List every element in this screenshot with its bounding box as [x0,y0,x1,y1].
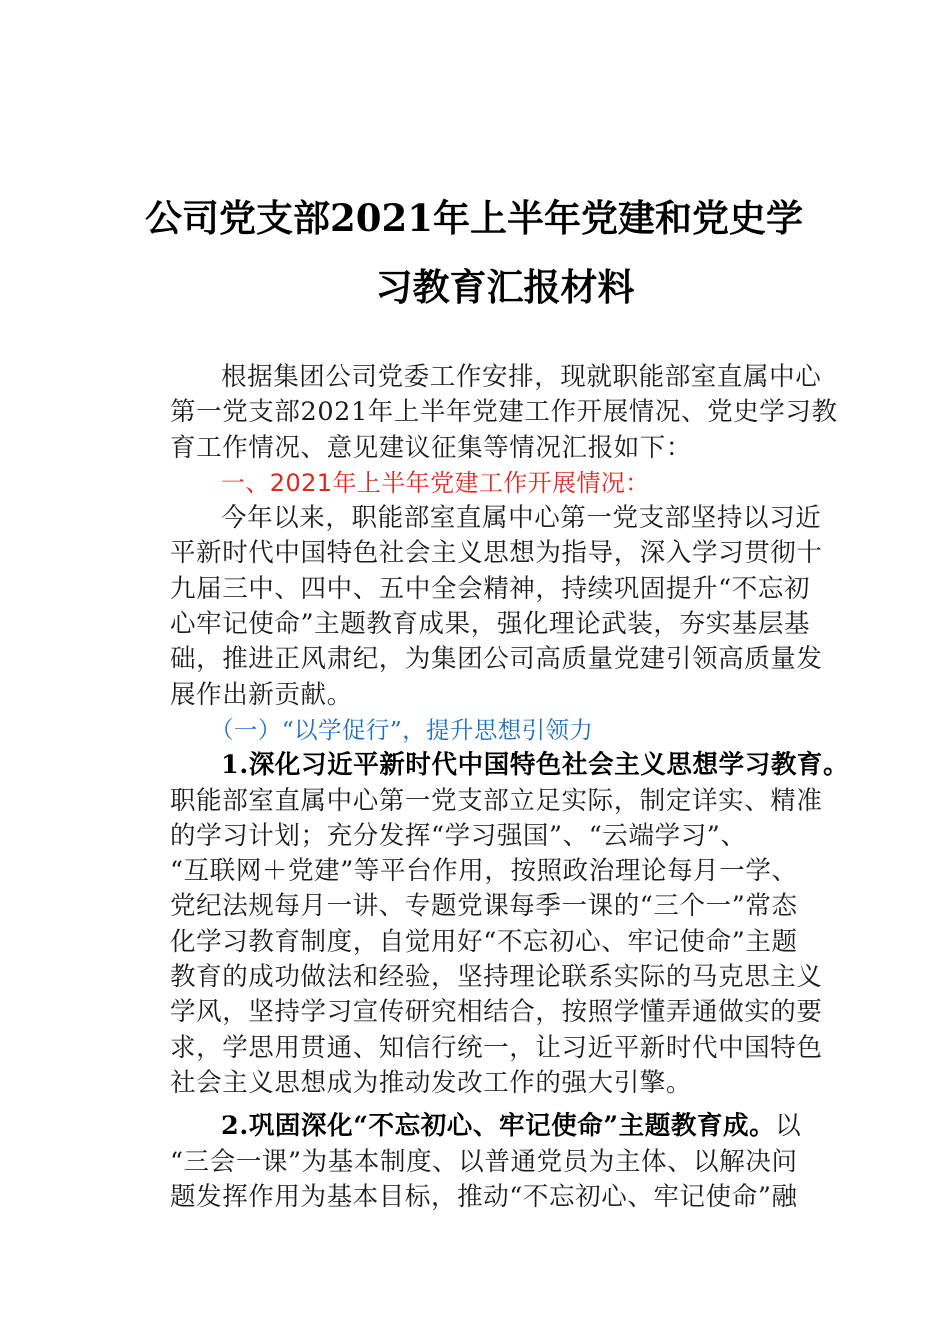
document-title-line-1: 公司党支部2021年上半年党建和党史学 [145,196,803,240]
intro-line-1: 根据集团公司党委工作安排，现就职能部室直属中心 [221,362,822,392]
subsection-1-heading: （一）“以学促行”，提升思想引领力 [210,715,594,744]
item-1-line-9: 社会主义思想成为推动发改工作的强大引擎。 [170,1067,693,1098]
item-1-line-5: 化学习教育制度，自觉用好“不忘初心、牢记使命”主题 [170,926,798,957]
item-1-line-7: 学风，坚持学习宣传研究相结合，按照学懂弄通做实的要 [170,997,823,1028]
item-1-title: 1.深化习近平新时代中国特色社会主义思想学习教育。 [221,750,850,781]
item-1-line-8: 求，学思用贯通、知信行统一，让习近平新时代中国特色 [170,1032,823,1063]
intro-line-3: 育工作情况、意见建议征集等情况汇报如下： [170,432,693,463]
section-1-line-1: 今年以来，职能部室直属中心第一党支部坚持以习近 [221,503,822,534]
section-1-line-2: 平新时代中国特色社会主义思想为指导，深入学习贯彻十 [170,538,823,569]
item-1-line-6: 教育的成功做法和经验，坚持理论联系实际的马克思主义 [170,962,823,993]
item-1-line-2: 的学习计划；充分发挥“学习强国”、“云端学习”、 [170,820,747,851]
item-1-line-3: “互联网＋党建”等平台作用，按照政治理论每月一学、 [170,856,798,887]
item-2-title-line [170,1109,835,1144]
section-1-line-4: 心牢记使命”主题教育成果，强化理论武装，夯实基层基 [170,609,811,640]
item-2-title-tail: 以 [775,1111,802,1142]
item-2-line-2: 题发挥作用为基本目标，推动“不忘初心、牢记使命”融 [170,1181,798,1212]
section-1-line-3: 九届三中、四中、五中全会精神，持续巩固提升“不忘初 [170,573,811,604]
item-2-title: 2.巩固深化“不忘初心、牢记使命”主题教育成。 [221,1111,776,1142]
intro-line-2: 第一党支部2021年上半年党建工作开展情况、党史学习教 [170,397,838,428]
item-1-line-4: 党纪法规每月一讲、专题党课每季一课的“三个一”常态 [170,891,798,922]
document-title-line-2: 习教育汇报材料 [375,265,635,309]
section-1-heading: 一、2021年上半年党建工作开展情况： [221,468,650,497]
item-1-line-1: 职能部室直属中心第一党支部立足实际，制定详实、精准 [170,785,823,816]
item-2-line-1: “三会一课”为基本制度、以普通党员为主体、以解决问 [170,1146,798,1177]
section-1-line-6: 展作出新贡献。 [170,679,353,710]
section-1-line-5: 础，推进正风肃纪，为集团公司高质量党建引领高质量发 [170,644,823,675]
document-body [170,360,850,1215]
